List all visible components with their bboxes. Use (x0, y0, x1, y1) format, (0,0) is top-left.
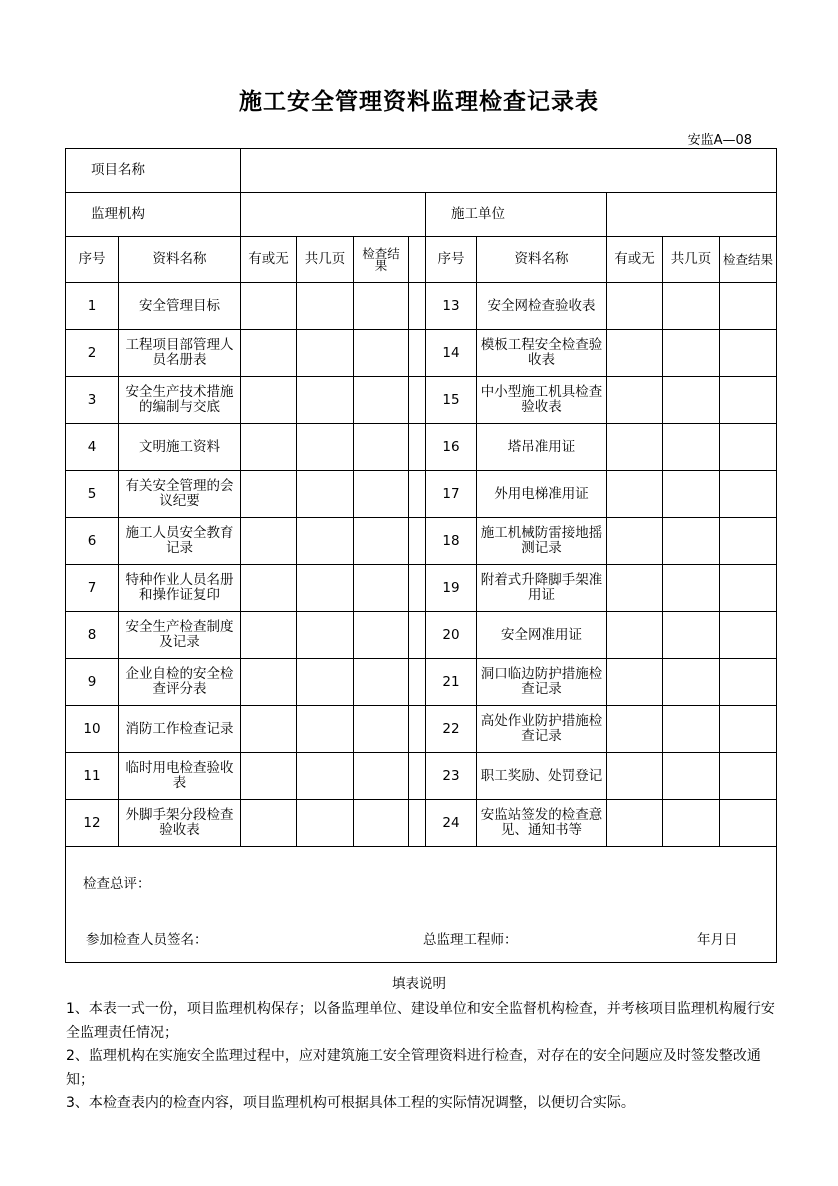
col-exists-left: 有或无 (241, 237, 297, 283)
exists-cell[interactable] (241, 283, 297, 330)
pages-cell[interactable] (663, 471, 720, 518)
note-item: 1、本表一式一份，项目监理机构保存；以备监理单位、建设单位和安全监督机构检查，并考核项目监理机构履行安全监理责任情况； (66, 1001, 775, 1041)
item-name: 外脚手架分段检查验收表 (119, 800, 241, 847)
exists-cell[interactable] (241, 659, 297, 706)
result-cell[interactable] (720, 565, 777, 612)
pages-cell[interactable] (297, 565, 354, 612)
pages-cell[interactable] (297, 330, 354, 377)
item-name: 附着式升降脚手架准用证 (477, 565, 607, 612)
result-cell[interactable] (354, 471, 409, 518)
result-cell[interactable] (720, 800, 777, 847)
exists-cell[interactable] (607, 612, 663, 659)
pages-cell[interactable] (663, 800, 720, 847)
result-cell[interactable] (354, 800, 409, 847)
item-name: 高处作业防护措施检查记录 (477, 706, 607, 753)
date-label: 年月日 (697, 932, 738, 948)
pages-cell[interactable] (297, 659, 354, 706)
col-seq-right: 序号 (426, 237, 477, 283)
item-name: 安全管理目标 (119, 283, 241, 330)
exists-cell[interactable] (607, 283, 663, 330)
result-cell[interactable] (354, 706, 409, 753)
item-name: 临时用电检查验收表 (119, 753, 241, 800)
column-divider (409, 283, 426, 330)
result-cell[interactable] (354, 424, 409, 471)
pages-cell[interactable] (663, 330, 720, 377)
supervision-org-label: 监理机构 (66, 193, 241, 237)
exists-cell[interactable] (607, 471, 663, 518)
pages-cell[interactable] (663, 706, 720, 753)
col-result-right: 检查结果 (720, 237, 777, 283)
exists-cell[interactable] (607, 518, 663, 565)
item-name: 工程项目部管理人员名册表 (119, 330, 241, 377)
table-row (66, 377, 777, 424)
col-docname-left: 资料名称 (119, 237, 241, 283)
item-number: 11 (66, 753, 119, 800)
item-number: 15 (426, 377, 477, 424)
result-cell[interactable] (354, 612, 409, 659)
pages-cell[interactable] (663, 565, 720, 612)
item-name: 消防工作检查记录 (119, 706, 241, 753)
item-number: 20 (426, 612, 477, 659)
table-row (66, 565, 777, 612)
column-divider (409, 753, 426, 800)
item-name: 安全生产检查制度及记录 (119, 612, 241, 659)
exists-cell[interactable] (241, 424, 297, 471)
item-name: 企业自检的安全检查评分表 (119, 659, 241, 706)
exists-cell[interactable] (241, 565, 297, 612)
result-cell[interactable] (720, 612, 777, 659)
inspectors-signature-label: 参加检查人员签名： (86, 932, 208, 948)
item-name: 施工机械防雷接地摇测记录 (477, 518, 607, 565)
col-result-left: 检查结果 (354, 237, 409, 283)
pages-cell[interactable] (297, 471, 354, 518)
column-divider (409, 471, 426, 518)
table-header-row (66, 237, 777, 283)
item-name: 特种作业人员名册和操作证复印 (119, 565, 241, 612)
exists-cell[interactable] (241, 753, 297, 800)
exists-cell[interactable] (607, 565, 663, 612)
exists-cell[interactable] (607, 753, 663, 800)
pages-cell[interactable] (663, 612, 720, 659)
pages-cell[interactable] (663, 659, 720, 706)
table-row (66, 659, 777, 706)
pages-cell[interactable] (663, 753, 720, 800)
item-name: 外用电梯准用证 (477, 471, 607, 518)
construction-unit-field[interactable] (607, 193, 777, 237)
item-number: 9 (66, 659, 119, 706)
item-name: 模板工程安全检查验收表 (477, 330, 607, 377)
column-divider (409, 565, 426, 612)
pages-cell[interactable] (297, 283, 354, 330)
column-divider (409, 706, 426, 753)
item-number: 7 (66, 565, 119, 612)
item-number: 8 (66, 612, 119, 659)
item-name: 安监站签发的检查意见、通知书等 (477, 800, 607, 847)
pages-cell[interactable] (663, 518, 720, 565)
item-name: 安全生产技术措施的编制与交底 (119, 377, 241, 424)
pages-cell[interactable] (663, 424, 720, 471)
exists-cell[interactable] (607, 377, 663, 424)
table-row (66, 330, 777, 377)
item-number: 14 (426, 330, 477, 377)
item-number: 21 (426, 659, 477, 706)
item-name: 安全网检查验收表 (477, 283, 607, 330)
result-cell[interactable] (720, 377, 777, 424)
inspection-record-table (65, 148, 777, 963)
col-seq-left: 序号 (66, 237, 119, 283)
exists-cell[interactable] (241, 800, 297, 847)
item-number: 6 (66, 518, 119, 565)
column-divider (409, 330, 426, 377)
construction-unit-label: 施工单位 (426, 193, 607, 237)
item-name: 洞口临边防护措施检查记录 (477, 659, 607, 706)
item-name: 塔吊准用证 (477, 424, 607, 471)
result-cell[interactable] (720, 753, 777, 800)
item-number: 17 (426, 471, 477, 518)
pages-cell[interactable] (297, 612, 354, 659)
item-number: 2 (66, 330, 119, 377)
result-cell[interactable] (354, 518, 409, 565)
column-divider (409, 612, 426, 659)
summary-label: 检查总评： (83, 876, 151, 892)
chief-engineer-label: 总监理工程师： (423, 932, 518, 948)
column-divider (409, 377, 426, 424)
result-cell[interactable] (354, 659, 409, 706)
summary-section (66, 847, 777, 963)
column-divider (409, 800, 426, 847)
col-docname-right: 资料名称 (477, 237, 607, 283)
item-number: 3 (66, 377, 119, 424)
exists-cell[interactable] (241, 518, 297, 565)
col-exists-right: 有或无 (607, 237, 663, 283)
item-number: 18 (426, 518, 477, 565)
table-row (66, 518, 777, 565)
exists-cell[interactable] (241, 612, 297, 659)
col-pages-right: 共几页 (663, 237, 720, 283)
result-cell[interactable] (354, 753, 409, 800)
column-divider (409, 237, 426, 283)
exists-cell[interactable] (241, 706, 297, 753)
table-row (66, 283, 777, 330)
item-name: 中小型施工机具检查验收表 (477, 377, 607, 424)
exists-cell[interactable] (241, 471, 297, 518)
pages-cell[interactable] (297, 518, 354, 565)
exists-cell[interactable] (607, 424, 663, 471)
result-cell[interactable] (720, 283, 777, 330)
item-number: 23 (426, 753, 477, 800)
notes-title: 填表说明 (392, 976, 446, 992)
exists-cell[interactable] (607, 800, 663, 847)
table-row (66, 612, 777, 659)
item-number: 16 (426, 424, 477, 471)
table-row (66, 471, 777, 518)
result-cell[interactable] (720, 330, 777, 377)
item-name: 安全网准用证 (477, 612, 607, 659)
result-cell[interactable] (720, 424, 777, 471)
exists-cell[interactable] (241, 330, 297, 377)
table-row (66, 706, 777, 753)
pages-cell[interactable] (297, 424, 354, 471)
item-number: 1 (66, 283, 119, 330)
column-divider (409, 518, 426, 565)
item-name: 职工奖励、处罚登记 (477, 753, 607, 800)
item-number: 24 (426, 800, 477, 847)
item-number: 22 (426, 706, 477, 753)
item-number: 12 (66, 800, 119, 847)
form-code: 安监A—08 (687, 133, 752, 148)
exists-cell[interactable] (241, 377, 297, 424)
exists-cell[interactable] (607, 659, 663, 706)
item-number: 19 (426, 565, 477, 612)
note-item: 3、本检查表内的检查内容，项目监理机构可根据具体工程的实际情况调整，以便切合实际。 (66, 1095, 635, 1111)
pages-cell[interactable] (297, 753, 354, 800)
result-cell[interactable] (720, 471, 777, 518)
pages-cell[interactable] (663, 377, 720, 424)
note-item: 2、监理机构在实施安全监理过程中，应对建筑施工安全管理资料进行检查，对存在的安全问题应及时签发整改通知； (66, 1048, 761, 1088)
pages-cell[interactable] (297, 377, 354, 424)
result-cell[interactable] (354, 330, 409, 377)
pages-cell[interactable] (297, 800, 354, 847)
column-divider (409, 424, 426, 471)
table-row (66, 800, 777, 847)
item-name: 有关安全管理的会议纪要 (119, 471, 241, 518)
result-cell[interactable] (720, 659, 777, 706)
pages-cell[interactable] (297, 706, 354, 753)
page-title: 施工安全管理资料监理检查记录表 (239, 88, 599, 115)
item-number: 13 (426, 283, 477, 330)
notes-list (66, 998, 776, 1116)
exists-cell[interactable] (607, 330, 663, 377)
result-cell[interactable] (720, 518, 777, 565)
result-cell[interactable] (354, 377, 409, 424)
project-name-field[interactable] (241, 149, 777, 193)
exists-cell[interactable] (607, 706, 663, 753)
col-pages-left: 共几页 (297, 237, 354, 283)
table-row (66, 753, 777, 800)
table-row (66, 424, 777, 471)
result-cell[interactable] (354, 283, 409, 330)
column-divider (409, 659, 426, 706)
pages-cell[interactable] (663, 283, 720, 330)
supervision-org-field[interactable] (241, 193, 426, 237)
item-number: 10 (66, 706, 119, 753)
item-name: 文明施工资料 (119, 424, 241, 471)
item-name: 施工人员安全教育记录 (119, 518, 241, 565)
result-cell[interactable] (720, 706, 777, 753)
item-number: 4 (66, 424, 119, 471)
result-cell[interactable] (354, 565, 409, 612)
item-number: 5 (66, 471, 119, 518)
project-name-label: 项目名称 (66, 149, 241, 193)
